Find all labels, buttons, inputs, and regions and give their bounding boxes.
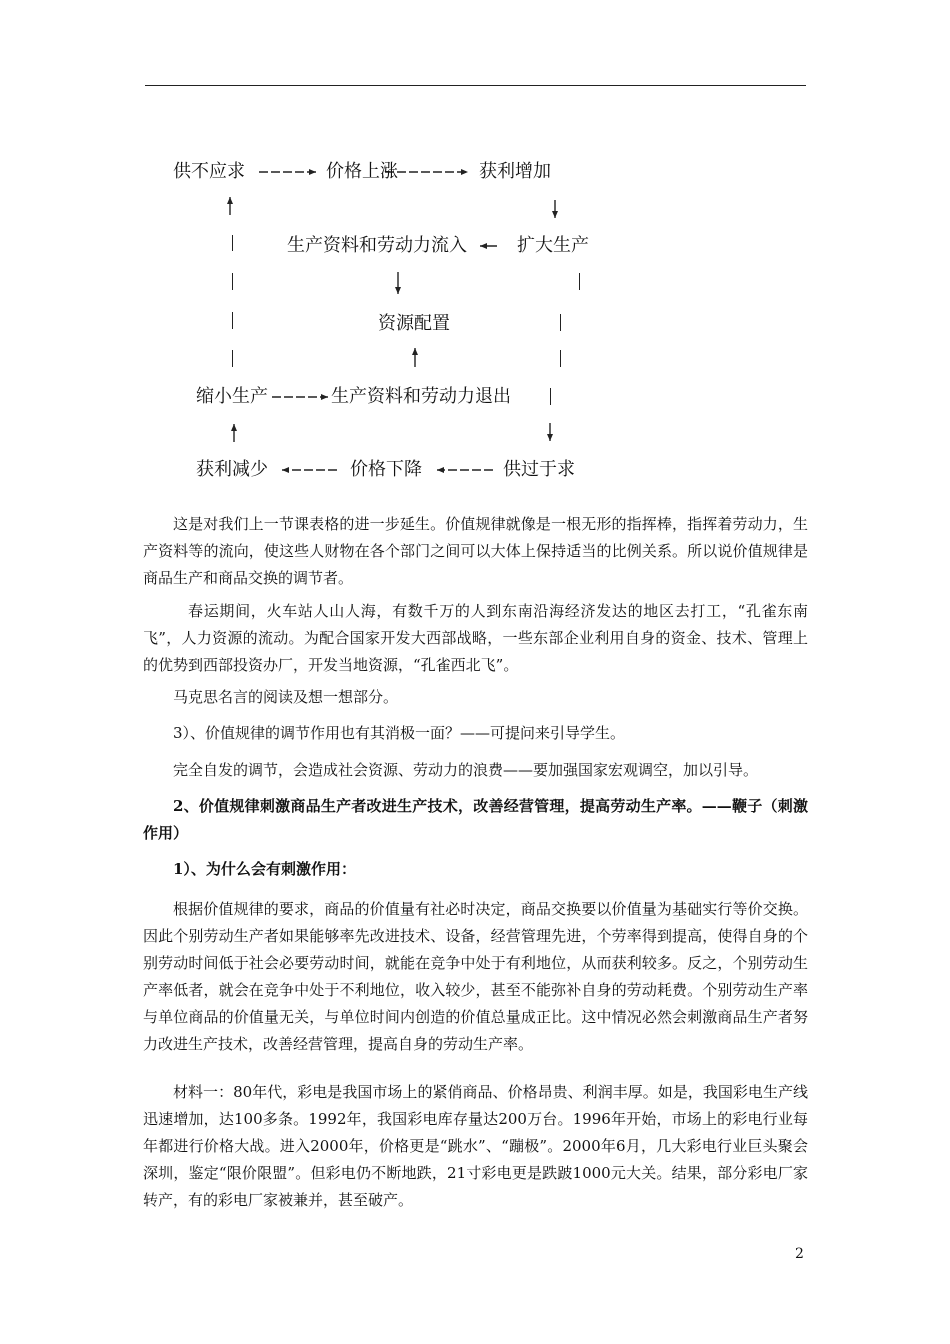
paragraph-7: 材料一：80年代，彩电是我国市场上的紧俏商品、价格昂贵、利润丰厚。如是，我国彩电生产线迅速增加，达100多条。1992年，我国彩电库存量达200万台。1996年开始，市场上的彩电行业每年都进行价格大战。进入2000年，价格更是“跳水”、“蹦极”。2000年6月，几大彩电行业巨头聚会深圳，鉴定“限价限盟”。但彩电仍不断地跌，21寸彩电更是跌跛1000元大关。结果，部分彩电厂家转产，有的彩电厂家被兼并，甚至破产。 bbox=[143, 1083, 808, 1209]
paragraph-4: 3）、价值规律的调节作用也有其消极一面？——可提问来引导学生。 bbox=[173, 724, 626, 742]
paragraph-1: 这是对我们上一节课表格的进一步延生。价值规律就像是一根无形的指挥棒，指挥着劳动力，生产资料等的流向，使这些人财物在各个部门之间可以大体上保持适当的比例关系。所以说价值规律是商品生产和商品交换的调节者。 bbox=[143, 515, 808, 587]
connector-left-1 bbox=[232, 235, 233, 251]
node-profit-decrease: 获利减少 bbox=[196, 459, 268, 480]
node-flow-in: 生产资料和劳动力流入 bbox=[287, 235, 467, 256]
paragraph-6: 根据价值规律的要求，商品的价值量有社必时决定，商品交换要以价值量为基础实行等价交换。因此个别劳动生产者如果能够率先改进技术、设备，经营管理先进，个劳率得到提高，使得自身的个别劳动时间低于社会必要劳动时间，就能在竞争中处于有利地位，从而获利较多。反之，个别劳动生产率低者，就会在竞争中处于不利地位，收入较少，甚至不能弥补自身的劳动耗费。个别劳动生产率与单位商品的价值量无关，与单位时间内创造的价值总量成正比。这中情况必然会刺激商品生产者努力改进生产技术，改善经营管理，提高自身的劳动生产率。 bbox=[143, 900, 808, 1053]
diagram-arrows bbox=[0, 0, 950, 500]
subheading-1: 1）、为什么会有刺激作用： bbox=[173, 860, 356, 878]
node-expand-production: 扩大生产 bbox=[517, 235, 589, 256]
paragraph-2: 春运期间，火车站人山人海，有数千万的人到东南沿海经济发达的地区去打工，“孔雀东南飞”，人力资源的流动。为配合国家开发大西部战略，一些东部企业利用自身的资金、技术、管理上的优势到西部投资办厂，开发当地资源，“孔雀西北飞”。 bbox=[143, 602, 808, 674]
connector-left-3 bbox=[232, 312, 233, 329]
resource-allocation-diagram bbox=[0, 0, 950, 500]
node-flow-out: 生产资料和劳动力退出 bbox=[331, 386, 511, 407]
node-supply-excess: 供过于求 bbox=[503, 459, 575, 480]
connector-left-2 bbox=[232, 273, 233, 290]
paragraph-3: 马克思名言的阅读及想一想部分。 bbox=[173, 688, 399, 706]
node-resource-allocation: 资源配置 bbox=[378, 313, 450, 334]
node-profit-increase: 获利增加 bbox=[479, 161, 551, 182]
section-heading-2: 2、价值规律刺激商品生产者改进生产技术，改善经营管理，提高劳动生产率。——鞭子（刺激作用） bbox=[143, 797, 808, 842]
node-supply-short: 供不应求 bbox=[173, 161, 245, 182]
node-price-fall: 价格下降 bbox=[350, 459, 422, 480]
node-shrink-production: 缩小生产 bbox=[196, 386, 268, 407]
connector-right-4 bbox=[550, 388, 551, 405]
paragraph-5: 完全自发的调节，会造成社会资源、劳动力的浪费——要加强国家宏观调空，加以引导。 bbox=[173, 761, 759, 779]
connector-right-3 bbox=[560, 350, 561, 367]
connector-right-2 bbox=[560, 314, 561, 331]
page-number: 2 bbox=[795, 1246, 804, 1262]
connector-left-4 bbox=[232, 350, 233, 367]
connector-right-1 bbox=[579, 273, 580, 290]
node-price-rise: 价格上涨 bbox=[326, 161, 398, 182]
